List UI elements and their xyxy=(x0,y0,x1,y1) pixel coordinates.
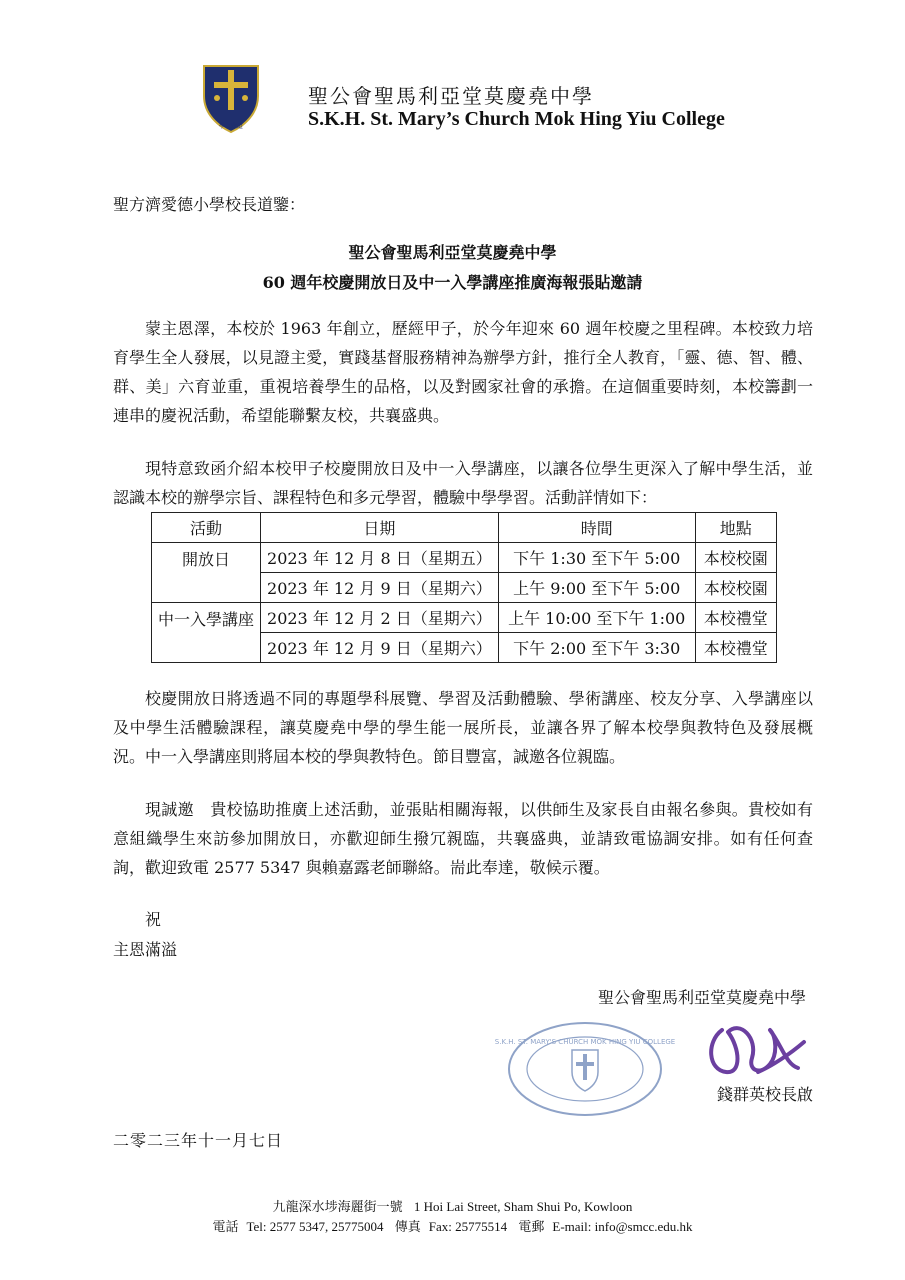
footer-address-english: 1 Hoi Lai Street, Sham Shui Po, Kowloon xyxy=(413,1199,633,1214)
cell-venue: 本校校園 xyxy=(695,543,776,573)
footer-address xyxy=(0,1196,905,1215)
footer-tel: Tel: 2577 5347, 25775004 xyxy=(246,1219,384,1234)
cell-venue: 本校禮堂 xyxy=(695,603,776,633)
seminar-label: 中一入學講座 xyxy=(152,603,261,663)
header-venue: 地點 xyxy=(695,513,776,543)
letter-title-line2: 60 週年校慶開放日及中一入學講座推廣海報張貼邀請 xyxy=(262,273,643,292)
paragraph-open-day-details: 校慶開放日將透過不同的專題學科展覽、學習及活動體驗、學術講座、校友分享、入學講座以及中學生活體驗課程，讓莫慶堯中學的學生能一展所長，並讓各界了解本校學與教特色及發展概況。中一入學講座則將屆本校的學與教特色。節目豐富，誠邀各位親臨。 xyxy=(113,689,813,766)
paragraph-invitation: 現誠邀 貴校協助推廣上述活動，並張貼相關海報，以供師生及家長自由報名參與。貴校如有意組織學生來訪參加開放日，亦歡迎師生撥冗親臨，共襄盛典，並請致電協調安排。如有任何查詢，歡迎致電 2577 5347 與賴嘉露老師聯絡。耑此奉達，敬候示覆。 xyxy=(113,800,813,877)
letter-date: 二零二三年十一月七日 xyxy=(113,1131,284,1150)
footer-email-label: 電郵 xyxy=(518,1219,545,1234)
header-activity: 活動 xyxy=(152,513,261,543)
cell-time: 上午 9:00 至下午 5:00 xyxy=(498,573,695,603)
school-name-chinese: 聖公會聖馬利亞堂莫慶堯中學 xyxy=(308,84,594,108)
footer-contact xyxy=(0,1216,905,1235)
cell-date: 2023 年 12 月 9 日（星期六） xyxy=(261,573,499,603)
cell-date: 2023 年 12 月 2 日（星期六） xyxy=(261,603,499,633)
header-date: 日期 xyxy=(261,513,499,543)
cell-date: 2023 年 12 月 9 日（星期六） xyxy=(261,633,499,663)
paragraph-intro: 蒙主恩澤，本校於 1963 年創立，歷經甲子，於今年迎來 60 週年校慶之里程碑。本校致力培育學生全人發展，以見證主愛，實踐基督服務精神為辦學方針，推行全人教育，「靈、德、智、體、群、美」六育並重，重視培養學生的品格，以及對國家社會的承擔。在這個重要時刻，本校籌劃一連串的慶祝活動，希望能聯繫友校，共襄盛典。 xyxy=(113,319,813,425)
footer-fax: Fax: 25775514 xyxy=(428,1219,508,1234)
table-header-row xyxy=(152,513,777,543)
cell-time: 下午 2:00 至下午 3:30 xyxy=(498,633,695,663)
closing-wish: 祝 xyxy=(145,910,162,929)
school-seal-stamp xyxy=(494,1020,676,1118)
cell-venue: 本校禮堂 xyxy=(695,633,776,663)
cell-date: 2023 年 12 月 8 日（星期五） xyxy=(261,543,499,573)
events-table xyxy=(151,512,777,663)
school-logo xyxy=(200,62,262,134)
closing-grace: 主恩滿溢 xyxy=(113,940,178,959)
salutation: 聖方濟愛德小學校長道鑒： xyxy=(113,195,306,214)
school-name-english: S.K.H. St. Mary’s Church Mok Hing Yiu College xyxy=(308,108,725,130)
footer-fax-label: 傳真 xyxy=(394,1219,421,1234)
signature-principal-name: 錢群英校長啟 xyxy=(717,1085,814,1104)
header-time: 時間 xyxy=(498,513,695,543)
footer-email: E-mail: info@smcc.edu.hk xyxy=(552,1219,693,1234)
letter-title-line1: 聖公會聖馬利亞堂莫慶堯中學 xyxy=(348,243,557,262)
open-day-label: 開放日 xyxy=(152,543,261,603)
footer-tel-label: 電話 xyxy=(212,1219,239,1234)
cell-venue: 本校校園 xyxy=(695,573,776,603)
logo-motto: 學以致道 xyxy=(218,123,244,130)
paragraph-events-intro: 現特意致函介紹本校甲子校慶開放日及中一入學講座，以讓各位學生更深入了解中學生活，並認識本校的辦學宗旨、課程特色和多元學習，體驗中學學習。活動詳情如下： xyxy=(113,459,813,507)
table-row xyxy=(152,603,777,633)
principal-signature xyxy=(700,1012,810,1090)
seal-text: S.K.H. ST. MARY'S CHURCH MOK HING YIU COLLEGE xyxy=(494,1038,676,1046)
table-row xyxy=(152,543,777,573)
signature-school-name: 聖公會聖馬利亞堂莫慶堯中學 xyxy=(598,988,807,1007)
cell-time: 下午 1:30 至下午 5:00 xyxy=(498,543,695,573)
cell-time: 上午 10:00 至下午 1:00 xyxy=(498,603,695,633)
footer-address-chinese: 九龍深水埗海麗街一號 xyxy=(272,1199,403,1214)
